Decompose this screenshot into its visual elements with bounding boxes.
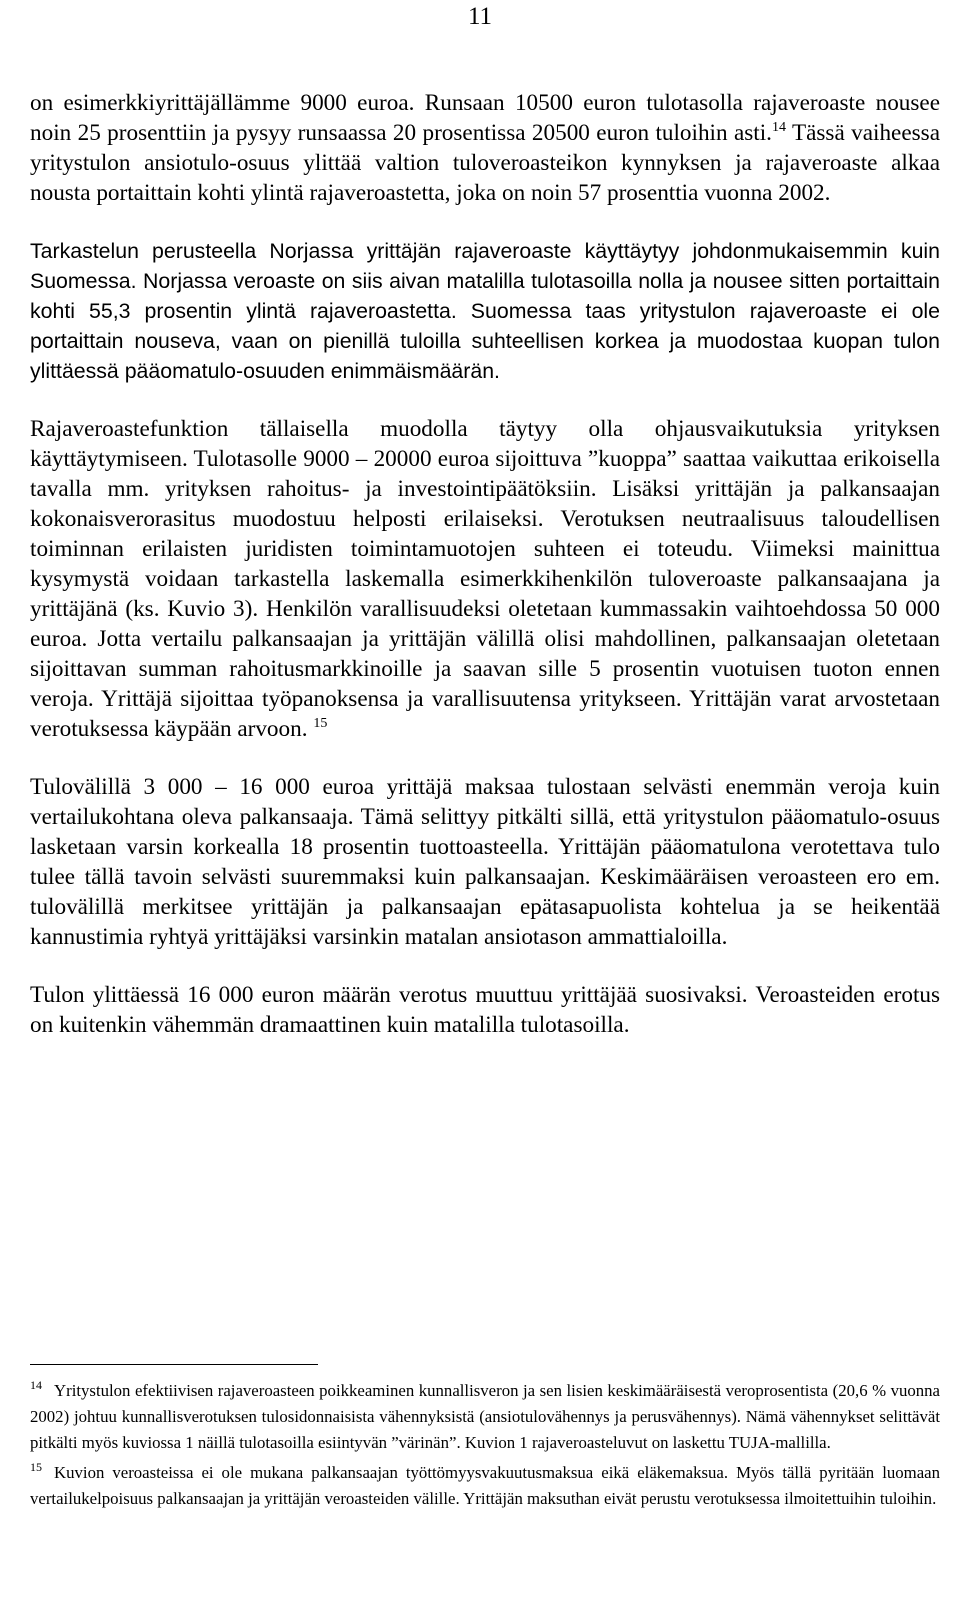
paragraph-5-text: Tulon ylittäessä 16 000 euron määrän verotus muuttuu yrittäjää suosivaksi. Veroasteiden erotus on kuitenkin vähemmän dramaattinen kuin matalilla tulotasoilla.: [30, 982, 940, 1038]
footnote-text-15: Kuvion veroasteissa ei ole mukana palkansaajan työttömyysvakuutusmaksua eikä eläkemaksua. Myös tällä pyritään luomaan vertailukelpoisuus palkansaajan ja yrittäjän veroasteiden välille. Yrittäjän maksuthan eivät perustu verotuksessa ilmoitettuihin tuloihin.: [30, 1463, 940, 1508]
paragraph-4: [30, 772, 940, 952]
footnote-14: [30, 1378, 940, 1456]
footnote-separator: [30, 1364, 318, 1365]
paragraph-1: [30, 88, 940, 208]
footnote-ref-15: 15: [313, 716, 328, 731]
paragraph-1-text-b: Tässä vaiheessa yritystulon ansiotulo-osuus ylittää valtion tuloveroasteikon kynnyksen ja rajaveroaste alkaa nousta portaittain kohti ylintä rajaveroastetta, joka on noin 57 prosenttia vuonna 2002.: [30, 120, 940, 206]
paragraph-2-text: Tarkastelun perusteella Norjassa yrittäjän rajaveroaste käyttäytyy johdonmukaisemmin kuin Suomessa. Norjassa veroaste on siis aivan matalilla tulotasoilla nolla ja nousee sitten portaittain kohti 55,3 prosentin ylintä rajaveroastetta. Suomessa taas yritystulon rajaveroaste ei ole portaittain nouseva, vaan on pienillä tuloilla suhteellisen korkea ja muodostaa kuopan tulon ylittäessä pääomatulo-osuuden enimmäismäärän.: [30, 239, 940, 383]
footnote-number-14: 14: [30, 1378, 42, 1392]
footnote-ref-14: 14: [771, 120, 786, 135]
body-text: [30, 88, 940, 1068]
paragraph-5: [30, 980, 940, 1040]
footnote-number-15: 15: [30, 1460, 42, 1474]
paragraph-4-text: Tulovälillä 3 000 – 16 000 euroa yrittäjä maksaa tulostaan selvästi enemmän veroja kuin vertailukohtana oleva palkansaaja. Tämä selittyy pitkälti sillä, että yritystulon pääomatulo-osuus lasketaan varsin korkealla 18 prosentin tuottoasteella. Yrittäjän pääomatulona verotettava tulo tulee tällä tavoin selvästi suuremmaksi kuin palkansaajan. Keskimääräisen veroasteen ero em. tulovälillä merkitsee yrittäjän ja palkansaajan epätasapuolista kohtelua ja se heikentää kannustimia ryhtyä yrittäjäksi varsinkin matalan ansiotason ammattialoilla.: [30, 774, 940, 950]
paragraph-3: [30, 414, 940, 744]
footnote-15: [30, 1460, 940, 1512]
paragraph-1-text-a: on esimerkkiyrittäjällämme 9000 euroa. Runsaan 10500 euron tulotasolla rajaveroaste nousee noin 25 prosenttiin ja pysyy runsaassa 20 prosentissa 20500 euron tuloihin asti.: [30, 90, 940, 146]
footnotes: [30, 1378, 940, 1516]
paragraph-2: [30, 236, 940, 386]
footnote-text-14: Yritystulon efektiivisen rajaveroasteen poikkeaminen kunnallisveron ja sen lisien keskimääräisestä veroprosentista (20,6 % vuonna 2002) johtuu kunnallisverotuksen tulosidonnaisista vähennyksistä (ansiotulovähennys ja perusvähennys). Nämä vähennykset selittävät pitkälti myös kuviossa 1 näillä tulotasoilla esiintyvän ”värinän”. Kuvion 1 rajaveroasteluvut on laskettu TUJA-mallilla.: [30, 1381, 940, 1452]
page-number: 11: [467, 3, 493, 30]
paragraph-3-text: Rajaveroastefunktion tällaisella muodolla täytyy olla ohjausvaikutuksia yrityksen käyttäytymiseen. Tulotasolle 9000 – 20000 euroa sijoittuva ”kuoppa” saattaa vaikuttaa erikoisella tavalla mm. yrityksen rahoitus- ja investointipäätöksiin. Lisäksi yrittäjän ja palkansaajan kokonaisverorasitus muodostuu helposti erilaiseksi. Verotuksen neutraalisuus taloudellisen toiminnan erilaisten juridisten toimintamuotojen suhteen ei toteudu. Viimeksi mainittua kysymystä voidaan tarkastella laskemalla esimerkkihenkilön tuloveroaste palkansaajana ja yrittäjänä (ks. Kuvio 3). Henkilön varallisuudeksi oletetaan kummassakin vaihtoehdossa 50 000 euroa. Jotta vertailu palkansaajan ja yrittäjän välillä olisi mahdollinen, palkansaajan oletetaan sijoittavan summan rahoitusmarkkinoille ja saavan sille 5 prosentin vuotuisen tuoton ennen veroja. Yrittäjä sijoittaa työpanoksensa ja varallisuutensa yritykseen. Yrittäjän varat arvostetaan verotuksessa käypään arvoon.: [30, 416, 940, 742]
